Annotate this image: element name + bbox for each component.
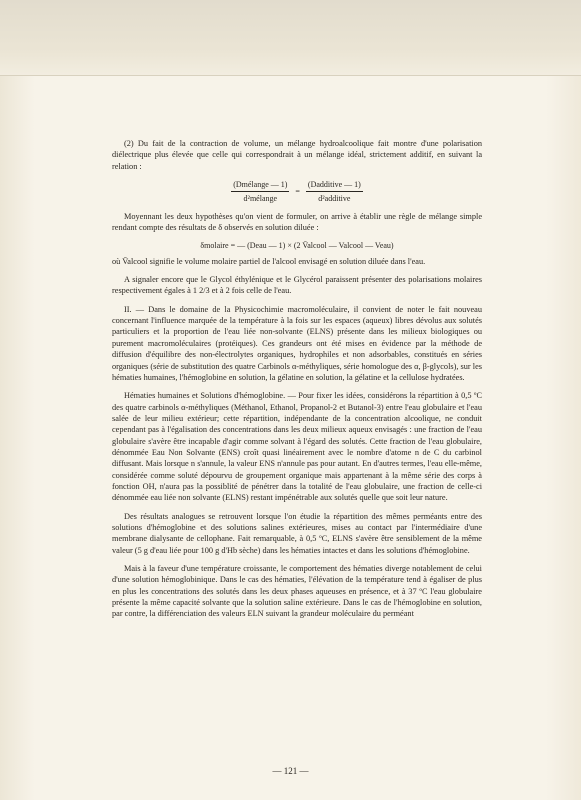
denominator: d²additive bbox=[318, 194, 351, 204]
paragraph: A signaler encore que le Glycol éthylénique et le Glycérol paraissent présenter des polarisations molaires respectivement égales à 1 2/3 et à 2 fois celle de l'eau. bbox=[112, 275, 482, 296]
denominator: d²mélange bbox=[243, 194, 278, 204]
paragraph: Moyennant les deux hypothèses qu'on vient de formuler, on arrive à établir une règle de mélange simple rendant compte des résultats de δ observés en solution diluée : bbox=[112, 211, 482, 233]
paragraph: (2) Du fait de la contraction de volume, un mélange hydroalcoolique fait montre d'une polarisation diélectrique plus élevée que celle qui correspondrait à un mélange idéal, strictement additif, en suivant la relation : bbox=[112, 139, 482, 171]
paragraph: Des résultats analogues se retrouvent lorsque l'on étudie la répartition des mêmes perméants entre des solutions d'hémoglobine et des solutions salines extérieures, mises au contact par l'intermédiaire d'une membrane dialysante de cellophane. Fait remarquable, à 0,5 ºC, ELNS s'avère être sensiblement de la même valeur (5 g d'eau liée pour 100 g d'Hb sèche) dans les hématies intactes et dans les solutions d'hémoglobine. bbox=[112, 511, 482, 555]
equals-sign: = bbox=[295, 187, 300, 197]
numerator: (Dadditive — 1) bbox=[306, 179, 363, 192]
formula-mixing-rule: δmolaire = — (Deau — 1) × (2 V̄alcool — Valcool — Veau) bbox=[200, 241, 394, 251]
paragraph: Mais à la faveur d'une température croissante, le comportement des hématies diverge notablement de celui d'une solution hémoglobinique. Dans le cas des hématies, l'élévation de la température tend à égaliser de plus en plus les concentrations des solutés dans les deux phases aqueuses en présence, et à 37 ºC l'eau globulaire présente la même capacité solvante que la solution saline extérieure. Dans le cas de l'hémoglobine en solution, par contre, la différenciation des valeurs ELN suivant la grandeur moléculaire du perméant bbox=[112, 564, 482, 619]
paragraph: II. — Dans le domaine de la Physicochimie macromoléculaire, il convient de noter le fait nouveau concernant l'influence marquée de la température à la fois sur les espaces (aqueux) libres dévolus aux solutés particuliers et la proportion de l'eau liée non-solvante (ELNS) présente dans les milieux biologiques ou purement macromoléculaires (protéiques). Ces grandeurs ont été mises en évidence par la méthode de diffusion d'équilibre des non-électrolytes organiques, hydrophiles et non adsorbables, constitués en séries organiques (série de substitution des quatre Carbinols α-méthyliques, série homologue des α, β-glycols), sur les hématies humaines, l'hémoglobine en solution, la gélatine en solution, la gélatine et la cellulose hydratées. bbox=[112, 304, 482, 382]
formula-relation bbox=[112, 179, 482, 205]
fraction-right bbox=[306, 179, 363, 205]
paragraph: Hématies humaines et Solutions d'hémoglobine. — Pour fixer les idées, considérons la répartition à 0,5 ºC des quatre carbinols α-méthyliques (Méthanol, Ethanol, Propanol-2 et Butanol-3) entre l'eau globulaire et l'eau salée de leur milieu extérieur; cette répartition, indépendante de la concentration alcoolique, ne conduit cependant pas à l'égalisation des concentrations dans les deux milieux aqueux envisagés : une fraction de l'eau globulaire s'avère être incapable d'agir comme solvant à l'égard des solutés. Cette fraction de l'eau globulaire, dénommée Eau Non Solvante (ENS) croît quasi linéairement avec le nombre d'atome n de C du carbinol diffusant. Mais lorsque n s'annule, la valeur ENS n'annule pas pour autant. En d'autres termes, l'eau elle-même, considérée comme soluté dépourvu de groupement organique mais appartenant à la même série des corps à fonction OH, n'aura pas la possiblité de pénétrer dans la totalité de l'eau globulaire, une fraction de celle-ci dénommée eau liée non solvante (ELNS) restant impénétrable aux solutés quelle que soit leur nature. bbox=[112, 391, 482, 503]
page-number: — 121 — bbox=[272, 766, 309, 776]
paragraph: où V̄alcool signifie le volume molaire partiel de l'alcool envisagé en solution diluée dans l'eau. bbox=[112, 256, 426, 266]
previous-page-edge bbox=[0, 0, 581, 76]
fraction-left bbox=[231, 179, 289, 205]
numerator: (Dmélange — 1) bbox=[231, 179, 289, 192]
body-text bbox=[112, 138, 482, 627]
